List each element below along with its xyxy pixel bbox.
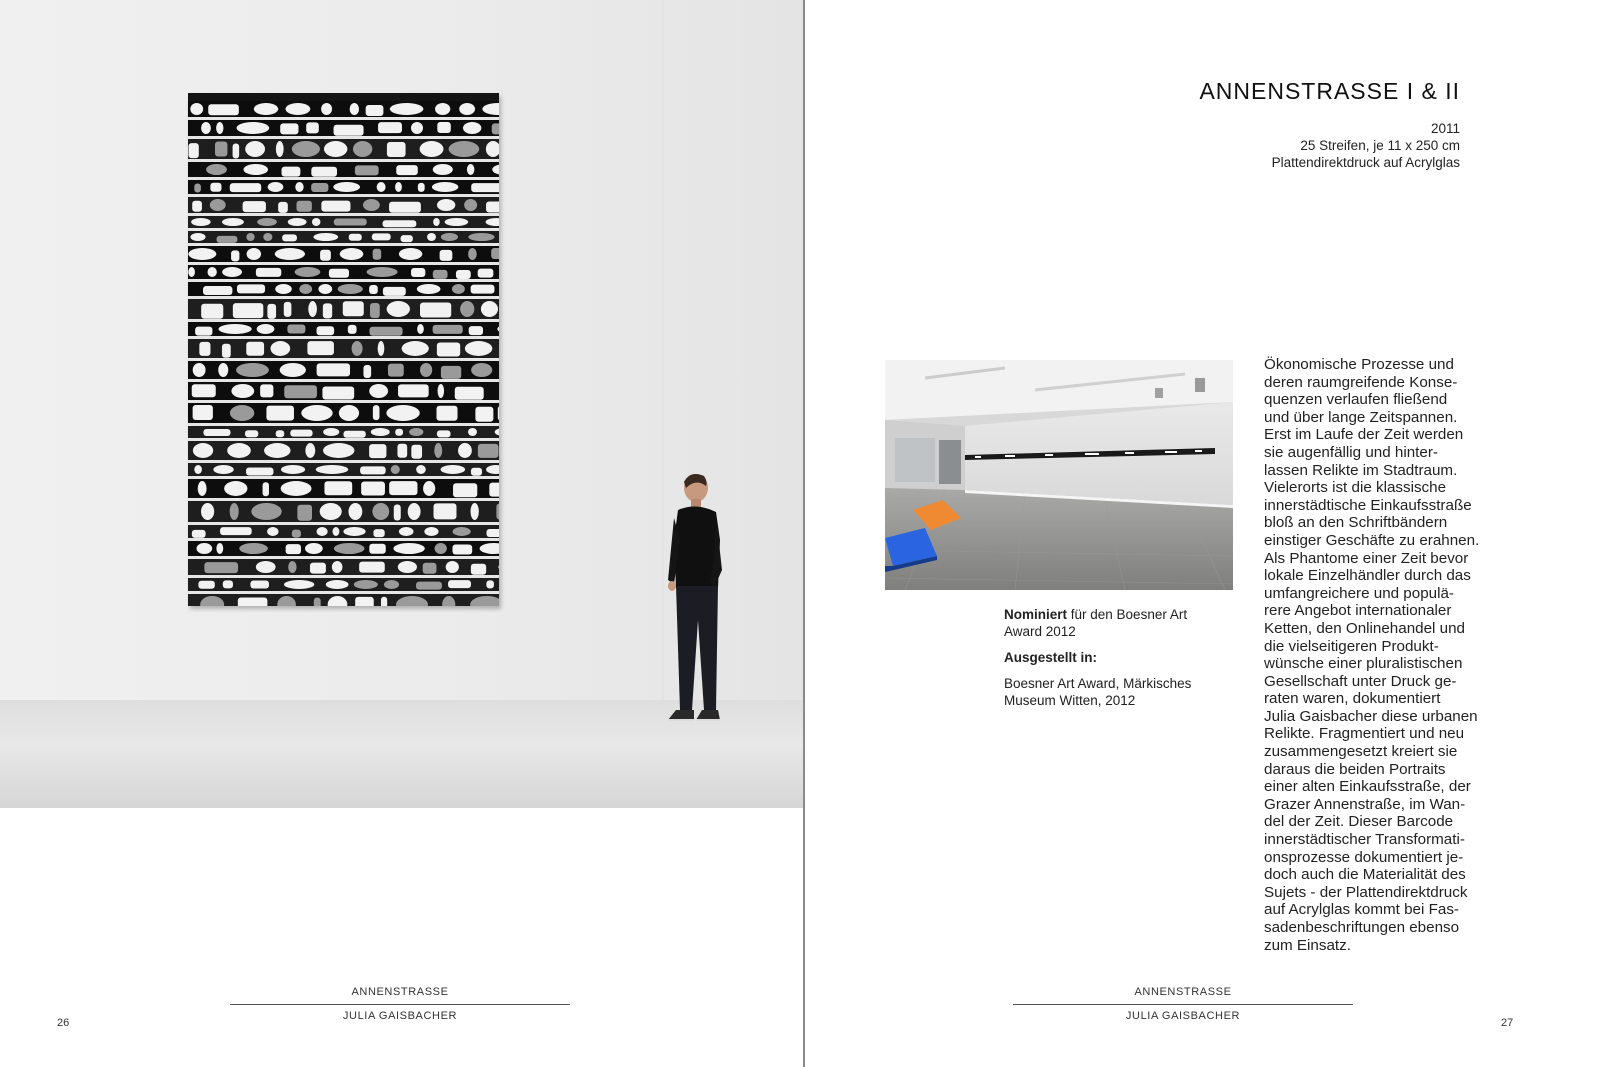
exhibited-text: Boesner Art Award, Märkisches Museum Witten, 2012	[1004, 676, 1192, 708]
body-line: deren raumgreifende Konse-	[1264, 373, 1458, 391]
footer-rule	[1013, 1004, 1353, 1005]
exhibited-heading: Ausgestellt in:	[1004, 650, 1098, 665]
installation-photo	[885, 360, 1233, 590]
body-line: daraus die beiden Portraits	[1264, 760, 1446, 778]
body-line: auf Acrylglas kommt bei Fas-	[1264, 901, 1459, 919]
body-line: Gesellschaft unter Druck ge-	[1264, 672, 1457, 690]
body-line: rere Angebot internationaler	[1264, 602, 1452, 620]
left-footer	[230, 986, 570, 1022]
body-line: sadenbeschriftungen ebenso	[1264, 919, 1460, 936]
body-line: doch auch die Materialität des	[1264, 866, 1466, 884]
page-number: 26	[57, 1017, 70, 1029]
body-line: onsprozesse dokumentiert je-	[1264, 848, 1464, 866]
footer-series-title: ANNENSTRASSE	[1134, 986, 1232, 998]
right-page	[805, 0, 1600, 1067]
body-line: innerstädtische Einkaufsstraße	[1264, 496, 1472, 514]
body-line: innerstädtischer Transformati-	[1264, 831, 1465, 849]
body-line: einer alten Einkaufsstraße, der	[1264, 778, 1471, 796]
body-line: Grazer Annenstraße, im Wan-	[1264, 795, 1466, 813]
body-line: lassen Relikte im Stadtraum.	[1264, 461, 1458, 479]
artwork-meta	[1272, 120, 1460, 171]
body-line: Relikte. Fragmentiert und neu	[1264, 725, 1465, 743]
body-line: Ketten, den Onlinehandel und	[1264, 619, 1465, 637]
meta-technique: Plattendirektdruck auf Acrylglas	[1271, 155, 1460, 170]
artwork-striped-panels	[188, 93, 499, 606]
right-footer	[1013, 986, 1353, 1022]
body-line: einstiger Geschäfte zu erahnen.	[1264, 531, 1480, 549]
body-line: quenzen verlaufen fließend	[1264, 391, 1448, 409]
body-line: zusammengesetzt kreiert sie	[1264, 743, 1458, 761]
body-line: sie augenfällig und hinter-	[1264, 443, 1438, 461]
body-line: Vielerorts ist die klassische	[1264, 479, 1447, 497]
gallery-photo	[0, 0, 804, 808]
body-line: lokale Einzelhändler durch das	[1264, 567, 1471, 585]
body-line: Julia Gaisbacher diese urbanen	[1264, 707, 1478, 725]
installation-graphic	[885, 360, 1233, 590]
body-line: Ökonomische Prozesse und	[1264, 356, 1454, 373]
body-line: Erst im Laufe der Zeit werden	[1264, 426, 1464, 444]
body-line: Als Phantome einer Zeit bevor	[1264, 549, 1469, 567]
body-line: bloß an den Schriftbändern	[1264, 514, 1448, 532]
visitor-figure	[660, 470, 740, 740]
page-number: 27	[1501, 1017, 1514, 1029]
body-line: del der Zeit. Dieser Barcode	[1264, 813, 1454, 831]
award-caption	[1004, 606, 1219, 718]
page-title: ANNENSTRASSE I & II	[1199, 78, 1460, 104]
nominated-label: Nominiert	[1004, 607, 1068, 622]
artwork-graphic	[188, 93, 499, 606]
meta-dimensions: 25 Streifen, je 11 x 250 cm	[1300, 138, 1460, 153]
body-line: zum Einsatz.	[1264, 936, 1351, 954]
body-line: die vielseitigeren Produkt-	[1264, 637, 1439, 655]
footer-rule	[230, 1004, 570, 1005]
body-line: und über lange Zeitspannen.	[1264, 408, 1458, 426]
nominated-text: für den Boesner Art Award 2012	[1004, 607, 1188, 639]
body-text	[1264, 356, 1500, 954]
meta-year: 2011	[1430, 121, 1460, 136]
body-line: raten waren, dokumentiert	[1264, 690, 1441, 708]
footer-series-title: ANNENSTRASSE	[351, 986, 449, 998]
footer-artist-name: JULIA GAISBACHER	[1125, 1010, 1241, 1022]
body-line: umfangreichere und populä-	[1264, 584, 1454, 602]
body-line: Sujets - der Plattendirektdruck	[1264, 883, 1468, 901]
nominated-paragraph	[1004, 606, 1219, 640]
body-line: wünsche einer pluralistischen	[1264, 655, 1463, 673]
footer-artist-name: JULIA GAISBACHER	[342, 1010, 458, 1022]
